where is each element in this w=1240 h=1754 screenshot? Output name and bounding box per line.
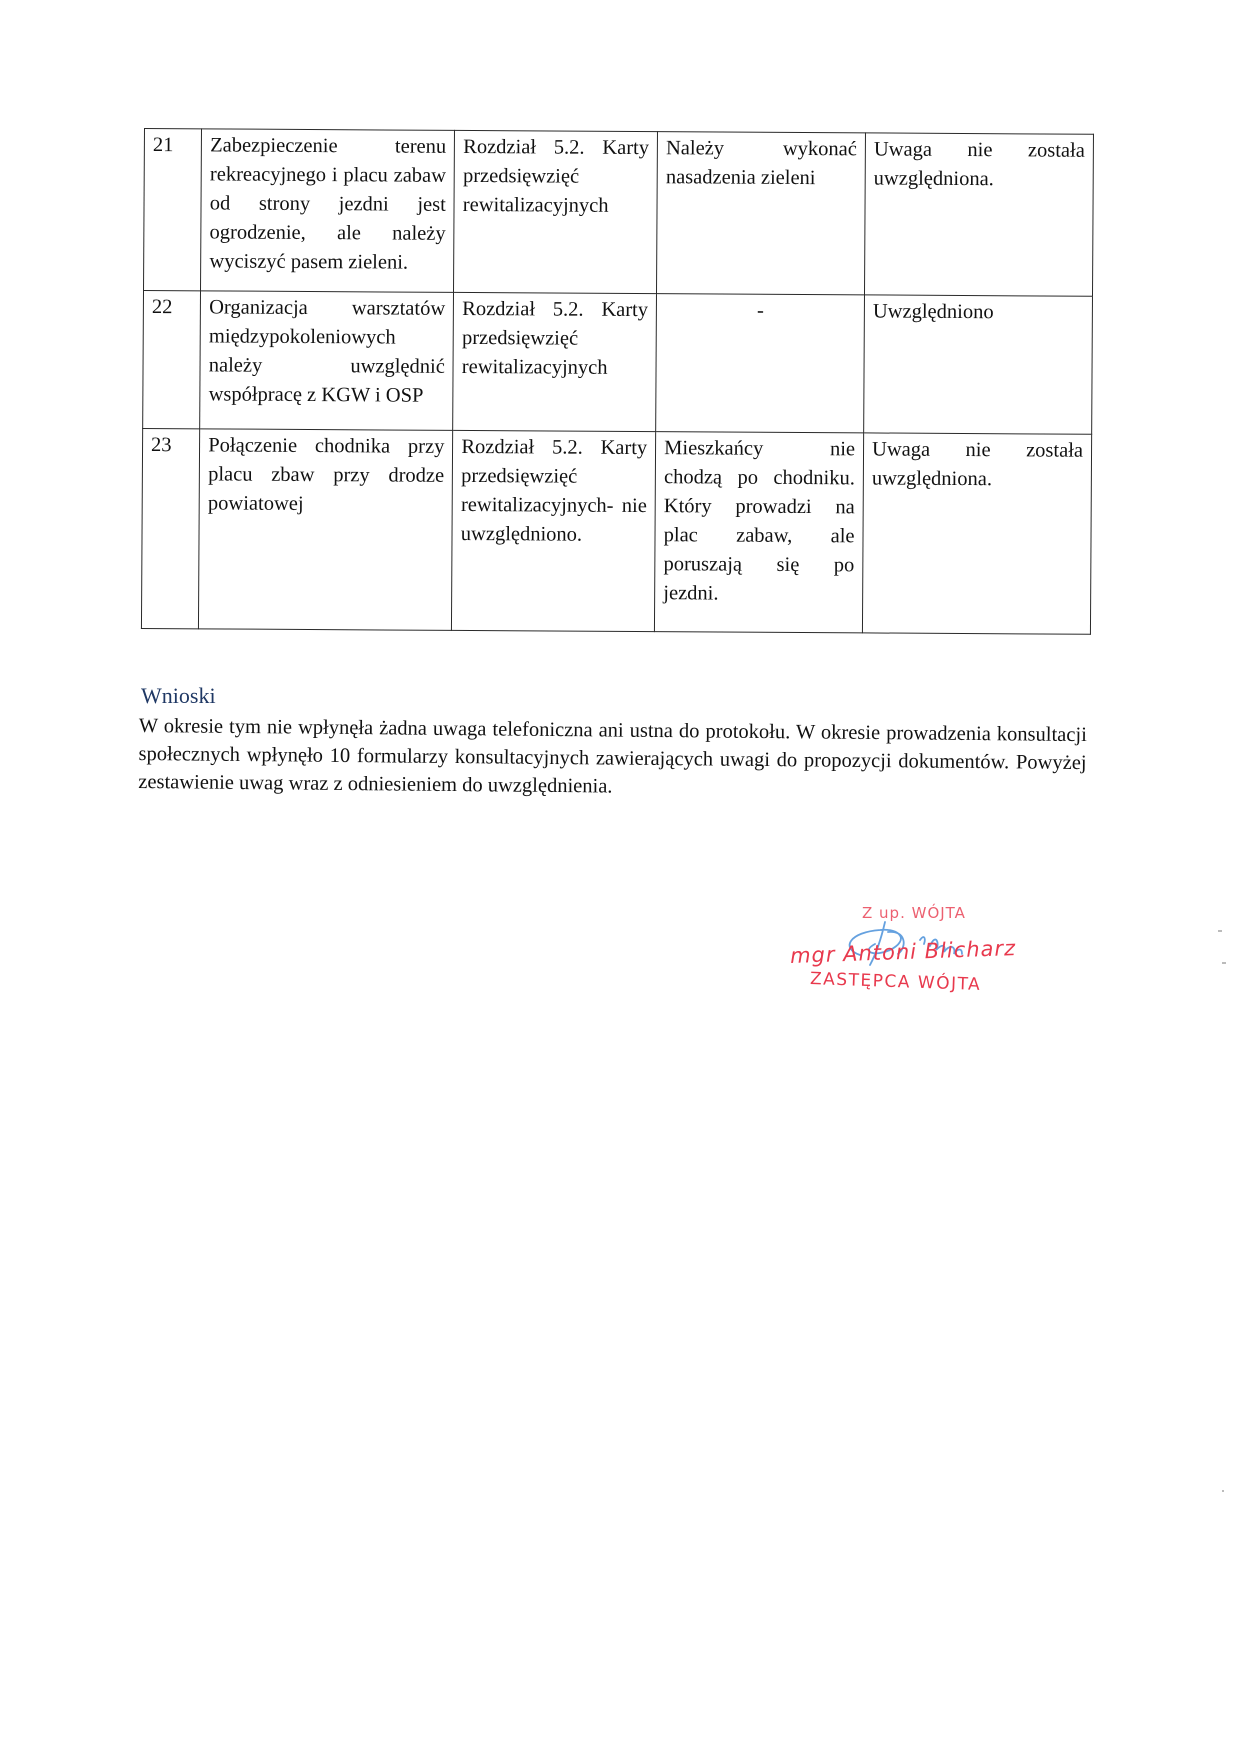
scan-artifact bbox=[1222, 962, 1226, 964]
row-number: 21 bbox=[144, 129, 202, 291]
row-number: 22 bbox=[143, 291, 201, 429]
document-section-cell: Rozdział 5.2. Karty przedsięwzięć rewitalizacyjnych- nie uwzględniono. bbox=[452, 430, 656, 631]
remarks-table bbox=[141, 128, 1094, 635]
status-cell: Uwzględniono bbox=[864, 295, 1093, 434]
official-stamp bbox=[790, 900, 1030, 1010]
proposal-cell: Mieszkańcy nie chodzą po chodniku. Który prowadzi na plac zabaw, ale poruszają się po jezdni. bbox=[655, 432, 864, 633]
table-row bbox=[143, 291, 1093, 435]
conclusions-heading: Wnioski bbox=[141, 683, 216, 708]
document-section-cell: Rozdział 5.2. Karty przedsięwzięć rewitalizacyjnych bbox=[453, 292, 657, 431]
stamp-title: ZASTĘPCA WÓJTA bbox=[809, 969, 982, 995]
remark-cell: Połączenie chodnika przy placu zbaw przy drodze powiatowej bbox=[199, 429, 453, 631]
document-section-cell: Rozdział 5.2. Karty przedsięwzięć rewitalizacyjnych bbox=[454, 130, 658, 293]
status-cell: Uwaga nie została uwzględniona. bbox=[865, 133, 1094, 296]
table-row bbox=[144, 129, 1094, 297]
table-row bbox=[141, 428, 1091, 634]
remark-cell: Organizacja warsztatów międzypokoleniowych należy uwzględnić współpracę z KGW i OSP bbox=[200, 291, 454, 431]
conclusions-paragraph: W okresie tym nie wpłynęła żadna uwaga telefoniczna ani ustna do protokołu. W okresie prowadzenia konsultacji społecznych wpłynęło 10 formularzy konsultacyjnych zawierających uwagi do propozycji dokumentów. Powyżej zestawienie uwag wraz z odniesieniem do uwzględnienia. bbox=[138, 714, 1087, 798]
status-cell: Uwaga nie została uwzględniona. bbox=[862, 433, 1091, 634]
scan-artifact bbox=[1222, 1490, 1224, 1492]
remark-cell: Zabezpieczenie terenu rekreacyjnego i placu zabaw od strony jezdni jest ogrodzenie, ale należy wyciszyć pasem zieleni. bbox=[201, 129, 455, 293]
scan-artifact bbox=[1218, 930, 1222, 932]
row-number: 23 bbox=[141, 428, 199, 628]
proposal-cell: - bbox=[656, 294, 865, 433]
proposal-cell: Należy wykonać nasadzenia zieleni bbox=[657, 132, 866, 295]
stamp-line-on-behalf: Z up. WÓJTA bbox=[862, 904, 966, 922]
stamp-name: mgr Antoni Blicharz bbox=[789, 936, 1017, 968]
